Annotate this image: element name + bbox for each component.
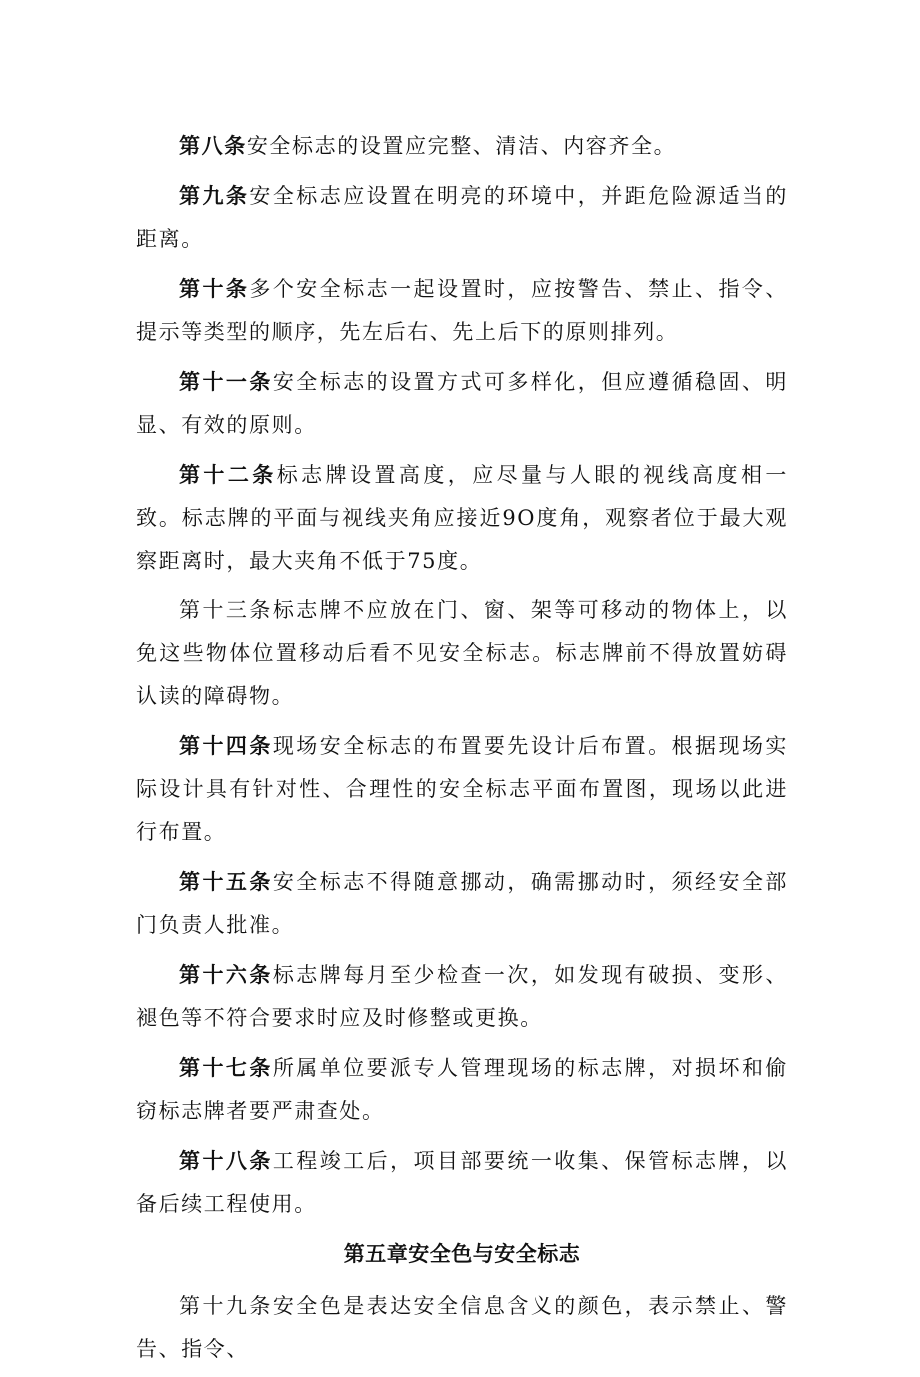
article-15 [136, 860, 788, 947]
article-text: 标志牌设置高度，应尽量与人眼的视线高度相一致。标志牌的平面与视线夹角应接近9O度角，观察者位于最大观察距离时，最大夹角不低于75度。 [136, 463, 788, 573]
article-number: 第十五条 [179, 869, 273, 894]
article-14 [136, 724, 788, 854]
article-text: 安全标志的设置方式可多样化，但应遵循稳固、明显、有效的原则。 [136, 370, 788, 437]
document-body [136, 124, 788, 1377]
article-text: 安全标志应设置在明亮的环境中，并距危险源适当的距离。 [136, 184, 788, 251]
article-text: 所属单位要派专人管理现场的标志牌，对损坏和偷窃标志牌者要严肃查处。 [136, 1056, 788, 1123]
article-12 [136, 453, 788, 583]
article-19 [136, 1285, 788, 1371]
article-text: 标志牌不应放在门、窗、架等可移动的物体上，以免这些物体位置移动后看不见安全标志。标志牌前不得放置妨碍认读的障碍物。 [136, 598, 788, 708]
chapter-heading: 第五章安全色与安全标志 [343, 1241, 581, 1266]
article-number: 第十九条 [179, 1294, 273, 1318]
article-number: 第十八条 [179, 1148, 273, 1173]
article-text: 现场安全标志的布置要先设计后布置。根据现场实际设计具有针对性、合理性的安全标志平面布置图，现场以此进行布置。 [136, 734, 788, 844]
article-13 [136, 589, 788, 718]
article-18 [136, 1139, 788, 1226]
article-number: 第九条 [179, 183, 250, 208]
article-number: 第十四条 [179, 733, 273, 758]
article-number: 第八条 [179, 133, 247, 158]
article-number: 第十七条 [179, 1055, 273, 1080]
article-10 [136, 267, 788, 354]
article-text: 安全色是表达安全信息含义的颜色，表示禁止、警告、指令、 [136, 1294, 788, 1361]
article-17 [136, 1046, 788, 1133]
article-text: 安全标志的设置应完整、清洁、内容齐全。 [246, 134, 677, 158]
article-number: 第十三条 [179, 598, 273, 622]
article-text: 安全标志不得随意挪动，确需挪动时，须经安全部门负责人批准。 [136, 870, 788, 937]
article-number: 第十一条 [179, 369, 273, 394]
article-8 [136, 124, 788, 168]
article-text: 标志牌每月至少检查一次，如发现有破损、变形、褪色等不符合要求时应及时修整或更换。 [136, 963, 788, 1030]
article-number: 第十条 [179, 276, 250, 301]
article-16 [136, 953, 788, 1040]
article-9 [136, 174, 788, 261]
article-text: 多个安全标志一起设置时，应按警告、禁止、指令、提示等类型的顺序，先左后右、先上后下的原则排列。 [136, 277, 788, 344]
article-number: 第十二条 [179, 462, 277, 487]
article-11 [136, 360, 788, 447]
article-number: 第十六条 [179, 962, 273, 987]
article-text: 工程竣工后，项目部要统一收集、保管标志牌，以备后续工程使用。 [136, 1149, 788, 1216]
